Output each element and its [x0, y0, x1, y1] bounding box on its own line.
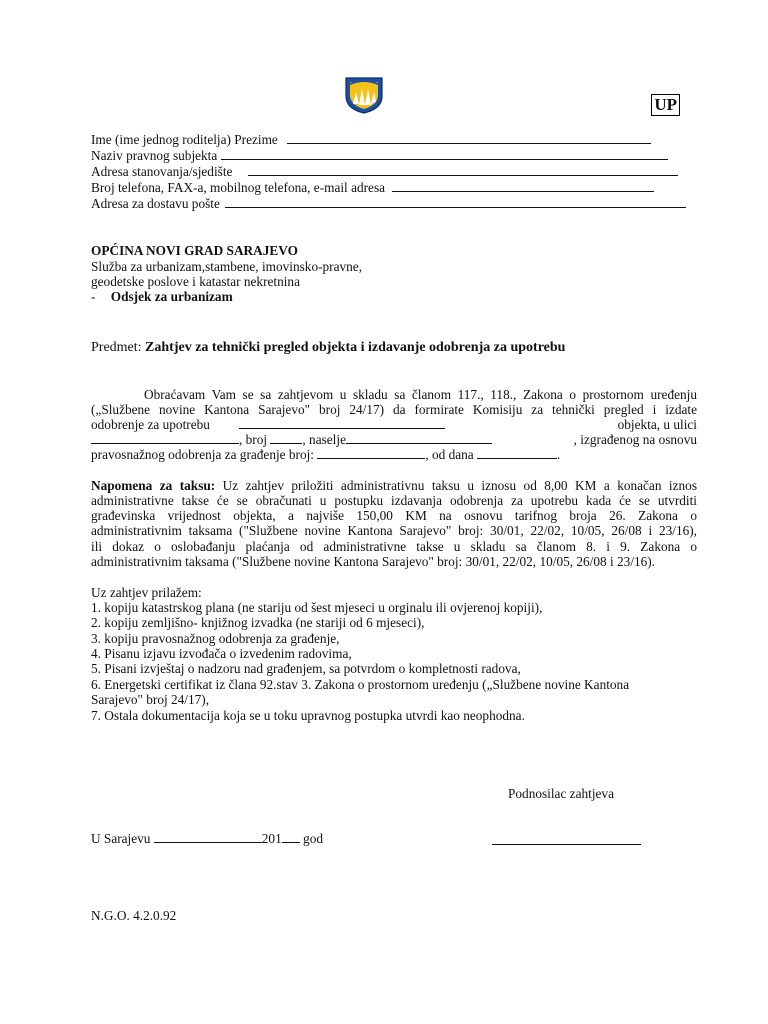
use-permit-blank[interactable]	[239, 418, 445, 429]
place-label: U Sarajevu	[91, 831, 151, 846]
field-blank[interactable]	[392, 181, 654, 192]
note-line-3: građevinska vrijednost objekta, a najviše 150,00 KM na osnovu tarifnog broja 26. Zakona o	[91, 508, 697, 523]
body-text: , izgrađenog na osnovu	[573, 432, 697, 447]
body-text: , od dana	[425, 447, 474, 462]
place-date-line	[91, 831, 323, 847]
note-line-4: administrativnim taksama ("Službene novine Kantona Sarajevo" broj: 30/01, 22/02, 10/05, 26/08 i 23/16),	[91, 523, 697, 538]
field-parent-name-surname[interactable]	[91, 132, 651, 148]
field-contact[interactable]	[91, 180, 654, 196]
attachments-heading: Uz zahtjev prilažem:	[91, 585, 202, 600]
year-blank[interactable]	[282, 832, 300, 843]
signature-line[interactable]	[492, 844, 641, 845]
body-text: pravosnažnog odobrenja za građenje broj:	[91, 447, 315, 462]
field-label: Broj telefona, FAX-a, mobilnog telefona, e-mail adresa	[91, 180, 386, 195]
body-line-4	[91, 432, 697, 448]
service-line-2: geodetske poslove i katastar nekretnina	[91, 274, 300, 289]
body-line-3	[91, 417, 697, 433]
settlement-blank[interactable]	[346, 433, 492, 444]
note-label: Napomena za taksu:	[91, 478, 216, 493]
attachment-item: 1. kopiju katastrskog plana (ne stariju od šest mjeseci u orginalu ili ovjerenoj kopiji),	[91, 600, 543, 615]
note-line-2: administrativne takse će se obračunati u postupku izdavanja odobrenja za upotrebu kada će se utvrditi	[91, 493, 697, 508]
dash: -	[91, 289, 96, 304]
field-blank[interactable]	[225, 197, 686, 208]
year-suffix: god	[299, 831, 324, 846]
street-blank[interactable]	[91, 433, 239, 444]
department	[91, 289, 233, 305]
body-text: , naselje	[302, 432, 346, 447]
form-type-badge: UP	[651, 94, 680, 116]
field-blank[interactable]	[248, 165, 678, 176]
attachment-item: 4. Pisanu izjavu izvođača o izvedenim radovima,	[91, 646, 352, 661]
number-blank[interactable]	[270, 433, 302, 444]
subject-line	[91, 340, 565, 356]
field-blank[interactable]	[287, 133, 651, 144]
field-blank[interactable]	[221, 149, 668, 160]
body-line-2: („Službene novine Kantona Sarajevo" broj 24/17) da formirate Komisiju za tehnički pregled i izdate	[91, 402, 697, 417]
service-line-1: Služba za urbanizam,stambene, imovinsko-pravne,	[91, 259, 363, 274]
department-name: Odsjek za urbanizam	[110, 289, 233, 304]
attachment-item: 2. kopiju zemljišno- knjižnog izvadka (ne stariji od 6 mjeseci),	[91, 615, 425, 630]
date-blank[interactable]	[154, 832, 262, 843]
field-delivery-address[interactable]	[91, 196, 686, 212]
field-address[interactable]	[91, 164, 678, 180]
field-label: Ime (ime jednog roditelja) Prezime	[91, 132, 278, 147]
form-code: N.G.O. 4.2.0.92	[91, 908, 177, 923]
note-line-1	[91, 478, 697, 494]
permit-number-blank[interactable]	[317, 448, 425, 459]
body-text: , broj	[239, 432, 268, 447]
field-label: Adresa za dostavu pošte	[91, 196, 220, 211]
attachment-item: 6. Energetski certifikat iz člana 92.stav 3. Zakona o prostornom uređenju („Službene novine Kantona	[91, 677, 630, 692]
permit-date-blank[interactable]	[477, 448, 557, 459]
attachment-item: 3. kopiju pravosnažnog odobrenja za građenje,	[91, 631, 340, 646]
body-line-5	[91, 447, 560, 463]
attachment-item: 7. Ostala dokumentacija koja se u toku upravnog postupka utvrdi kao neophodna.	[91, 708, 525, 723]
note-text: Uz zahtjev priložiti administrativnu taksu u iznosu od 8,00 KM a konačan iznos	[215, 478, 697, 493]
municipality-name: OPĆINA NOVI GRAD SARAJEVO	[91, 243, 298, 258]
body-text: odobrenje za upotrebu	[91, 417, 210, 432]
applicant-signature-label: Podnosilac zahtjeva	[508, 786, 614, 801]
note-line-6: administrativnim taksama ("Službene novine Kantona Sarajevo" broj: 30/01, 22/02, 10/05, 26/08 i 23/16).	[91, 554, 656, 569]
coat-of-arms-logo	[344, 76, 384, 114]
note-line-5: ili dokaz o oslobađanju plaćanja od administrativne takse u skladu sa članom 8. i 9. Zakona o	[91, 539, 697, 554]
field-legal-entity[interactable]	[91, 148, 668, 164]
attachment-item: Sarajevo" broj 24/17),	[91, 692, 210, 707]
body-text: objekta, u ulici	[617, 417, 697, 432]
field-label: Naziv pravnog subjekta	[91, 148, 218, 163]
field-label: Adresa stanovanja/sjedište	[91, 164, 233, 179]
year-prefix: 201	[261, 831, 282, 846]
body-line-1: Obraćavam Vam se sa zahtjevom u skladu sa članom 117., 118., Zakona o prostornom uređenju	[144, 387, 697, 402]
body-text: .	[557, 447, 561, 462]
subject-label: Predmet:	[91, 340, 146, 355]
attachment-item: 5. Pisani izvještaj o nadzoru nad građenjem, sa potvrdom o kompletnosti radova,	[91, 661, 521, 676]
subject-title: Zahtjev za tehnički pregled objekta i izdavanje odobrenja za upotrebu	[145, 340, 566, 355]
